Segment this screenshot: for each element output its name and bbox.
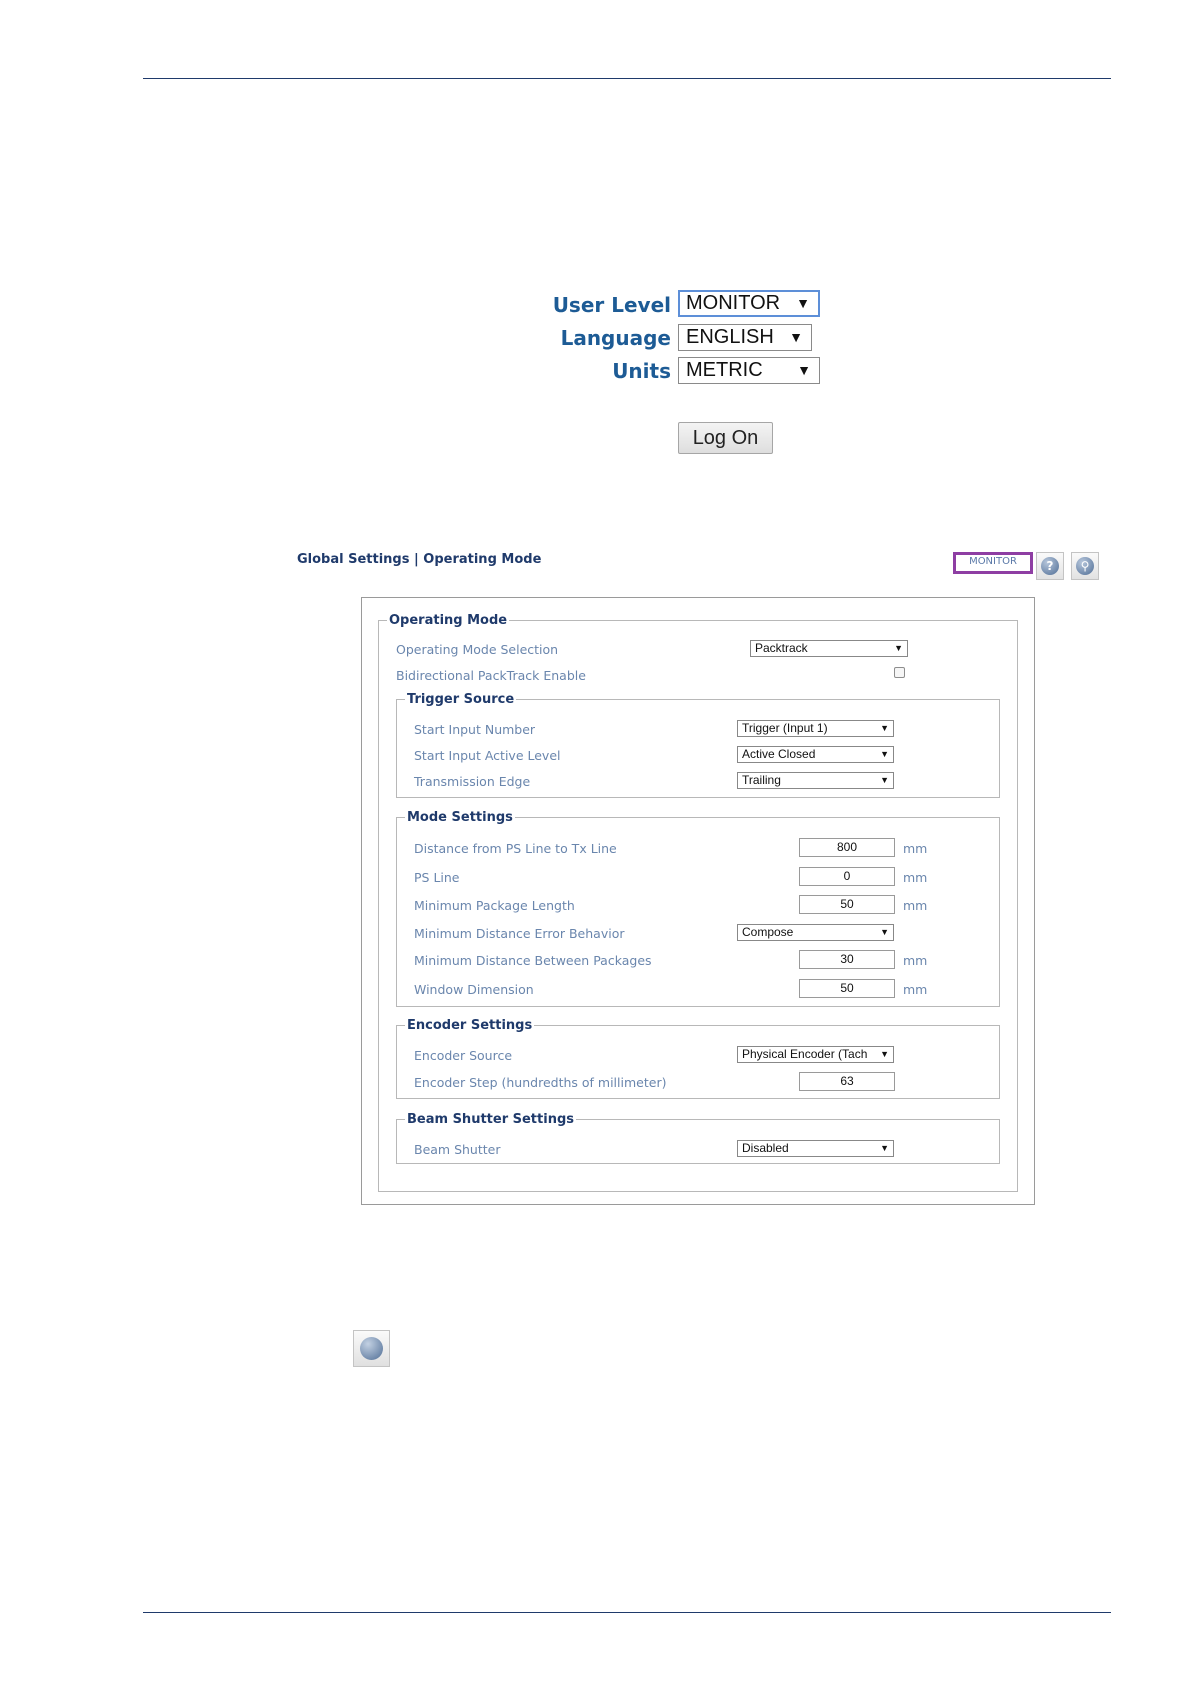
- encoder-step-label: Encoder Step (hundredths of millimeter): [414, 1075, 667, 1090]
- tools-button[interactable]: [353, 1330, 390, 1367]
- encoder-source-value: Physical Encoder (Tach: [742, 1047, 868, 1061]
- encoder-settings-legend: Encoder Settings: [407, 1018, 533, 1033]
- window-dimension-input[interactable]: 50: [799, 979, 895, 998]
- transmission-edge-label: Transmission Edge: [414, 774, 531, 789]
- distance-ps-tx-input[interactable]: 800: [799, 838, 895, 857]
- unit-label: mm: [903, 953, 928, 968]
- ps-line-input[interactable]: 0: [799, 867, 895, 886]
- start-input-number-value: Trigger (Input 1): [742, 721, 828, 735]
- beam-shutter-label: Beam Shutter: [414, 1142, 501, 1157]
- help-button[interactable]: [1036, 552, 1064, 580]
- operating-mode-legend: Operating Mode: [389, 613, 508, 628]
- dropdown-arrow-icon: ▼: [797, 362, 811, 378]
- mode-selection-value: Packtrack: [755, 641, 808, 655]
- wrench-icon: [360, 1337, 383, 1360]
- dropdown-arrow-icon: ▼: [796, 295, 810, 311]
- window-dimension-label: Window Dimension: [414, 982, 534, 997]
- encoder-source-select[interactable]: [737, 1046, 894, 1063]
- help-icon: ?: [1041, 557, 1059, 575]
- trigger-source-legend: Trigger Source: [407, 692, 515, 707]
- user-level-badge: MONITOR: [953, 552, 1033, 574]
- transmission-edge-value: Trailing: [742, 773, 781, 787]
- settings-panel: [361, 597, 1035, 1205]
- breadcrumb: Global Settings | Operating Mode: [297, 552, 542, 567]
- dropdown-arrow-icon: ▼: [892, 641, 903, 656]
- bidirectional-checkbox[interactable]: [894, 667, 905, 678]
- dropdown-arrow-icon: ▼: [878, 721, 889, 736]
- min-distance-error-label: Minimum Distance Error Behavior: [414, 926, 625, 941]
- beam-shutter-select[interactable]: [737, 1140, 894, 1157]
- mode-settings-legend: Mode Settings: [407, 810, 513, 825]
- user-level-select[interactable]: [678, 290, 820, 317]
- min-distance-error-select[interactable]: [737, 924, 894, 941]
- dropdown-arrow-icon: ▼: [878, 1141, 889, 1156]
- language-select[interactable]: [678, 324, 812, 351]
- dropdown-arrow-icon: ▼: [878, 925, 889, 940]
- start-input-number-select[interactable]: [737, 720, 894, 737]
- units-label: Units: [612, 359, 671, 383]
- ps-line-label: PS Line: [414, 870, 460, 885]
- min-distance-between-input[interactable]: 30: [799, 950, 895, 969]
- header-rule: [143, 78, 1111, 79]
- encoder-step-input[interactable]: 63: [799, 1072, 895, 1091]
- log-on-button[interactable]: Log On: [678, 422, 773, 454]
- beam-shutter-value: Disabled: [742, 1141, 789, 1155]
- dropdown-arrow-icon: ▼: [878, 747, 889, 762]
- min-distance-error-value: Compose: [742, 925, 794, 939]
- start-input-active-level-label: Start Input Active Level: [414, 748, 561, 763]
- unit-label: mm: [903, 870, 928, 885]
- mode-selection-select[interactable]: [750, 640, 908, 657]
- beam-shutter-legend: Beam Shutter Settings: [407, 1112, 574, 1127]
- tools-button[interactable]: [1071, 552, 1099, 580]
- units-value: METRIC: [686, 359, 763, 381]
- language-label: Language: [560, 326, 671, 350]
- min-package-length-label: Minimum Package Length: [414, 898, 575, 913]
- unit-label: mm: [903, 841, 928, 856]
- encoder-source-label: Encoder Source: [414, 1048, 513, 1063]
- transmission-edge-select[interactable]: [737, 772, 894, 789]
- mode-selection-label: Operating Mode Selection: [396, 642, 559, 657]
- footer-rule: [143, 1612, 1111, 1613]
- start-input-number-label: Start Input Number: [414, 722, 536, 737]
- dropdown-arrow-icon: ▼: [878, 773, 889, 788]
- wrench-icon: ⚲: [1076, 557, 1094, 575]
- user-level-label: User Level: [552, 293, 671, 317]
- bidirectional-label: Bidirectional PackTrack Enable: [396, 668, 586, 683]
- start-input-active-level-value: Active Closed: [742, 747, 816, 761]
- start-input-active-level-select[interactable]: [737, 746, 894, 763]
- dropdown-arrow-icon: ▼: [789, 329, 803, 345]
- dropdown-arrow-icon: ▼: [878, 1047, 889, 1062]
- units-select[interactable]: [678, 357, 820, 384]
- min-package-length-input[interactable]: 50: [799, 895, 895, 914]
- language-value: ENGLISH: [686, 326, 774, 348]
- user-level-value: MONITOR: [686, 292, 781, 314]
- distance-ps-tx-label: Distance from PS Line to Tx Line: [414, 841, 617, 856]
- unit-label: mm: [903, 898, 928, 913]
- unit-label: mm: [903, 982, 928, 997]
- min-distance-between-label: Minimum Distance Between Packages: [414, 953, 652, 968]
